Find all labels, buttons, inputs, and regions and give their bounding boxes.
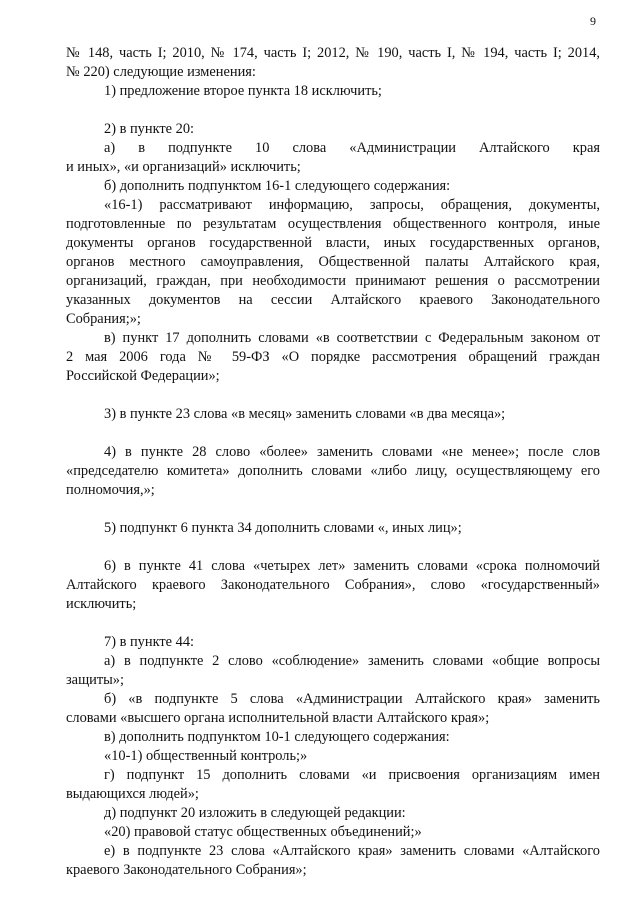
text-line: 4) в пункте 28 слово «более» заменить словами «не менее»; после слов [104, 444, 600, 460]
text-line: словами «высшего органа исполнительной власти Алтайского края»; [66, 710, 490, 726]
text-line: «20) правовой статус общественных объединений;» [104, 824, 422, 840]
text-line: е) в подпункте 23 слова «Алтайского края» заменить словами «Алтайского [104, 843, 600, 859]
text-line: 2) в пункте 20: [104, 121, 195, 137]
paragraph-gap [66, 614, 600, 633]
text-line: 7) в пункте 44: [104, 634, 195, 650]
text-line: выдающихся людей»; [66, 786, 199, 802]
page-number: 9 [590, 14, 596, 28]
text-line: защиты»; [66, 672, 125, 688]
text-line: «16-1) рассматривают информацию, запросы, обращения, документы, [104, 197, 600, 213]
text-line: Алтайского краевого Законодательного Собрания», слово «государственный» [66, 577, 600, 593]
text-line: органов местного самоуправления, Общественной палаты Алтайского края, [66, 254, 600, 270]
text-line: а) в подпункте 10 слова «Администрации Алтайского края [104, 140, 600, 156]
paragraph-gap [66, 386, 600, 405]
text-line: № 148, часть I; 2010, № 174, часть I; 2012, № 190, часть I, № 194, часть I; 2014, [66, 45, 600, 61]
text-line: Российской Федерации»; [66, 368, 220, 384]
text-line: в) дополнить подпунктом 10-1 следующего содержания: [104, 729, 450, 745]
text-line: 5) подпункт 6 пункта 34 дополнить словами «, иных лиц»; [104, 520, 462, 536]
text-line: Собрания;»; [66, 311, 141, 327]
text-line: № 220) следующие изменения: [66, 64, 256, 80]
text-line: документы органов государственной власти, иных государственных органов, [66, 235, 600, 251]
paragraph-gap [66, 101, 600, 120]
text-line: д) подпункт 20 изложить в следующей редакции: [104, 805, 406, 821]
text-line: «10-1) общественный контроль;» [104, 748, 308, 764]
text-line: исключить; [66, 596, 137, 612]
document-body [66, 44, 600, 880]
text-line: г) подпункт 15 дополнить словами «и присвоения организациям имен [104, 767, 600, 783]
text-line: полномочия,»; [66, 482, 155, 498]
text-line: в) пункт 17 дополнить словами «в соответствии с Федеральным законом от [104, 330, 600, 346]
text-line: б) «в подпункте 5 слова «Администрации Алтайского края» заменить [104, 691, 600, 707]
paragraph-gap [66, 500, 600, 519]
text-line: «председателю комитета» дополнить словами «либо лицу, осуществляющему его [66, 463, 600, 479]
text-line: а) в подпункте 2 слово «соблюдение» заменить словами «общие вопросы [104, 653, 600, 669]
text-line: б) дополнить подпунктом 16-1 следующего содержания: [104, 178, 451, 194]
text-line: подготовленные по результатам осуществления общественного контроля, иные [66, 216, 600, 232]
text-line: и иных», «и организаций» исключить; [66, 159, 301, 175]
paragraph-gap [66, 538, 600, 557]
text-line: 6) в пункте 41 слова «четырех лет» заменить словами «срока полномочий [104, 558, 600, 574]
paragraph-gap [66, 424, 600, 443]
text-line: 2 мая 2006 года № 59-ФЗ «О порядке рассмотрения обращений граждан [66, 349, 600, 365]
text-line: 1) предложение второе пункта 18 исключить; [104, 83, 382, 99]
text-line: указанных документов на сессии Алтайского краевого Законодательного [66, 292, 600, 308]
text-line: краевого Законодательного Собрания»; [66, 862, 307, 878]
text-line: организаций, граждан, при необходимости принимают решения о рассмотрении [66, 273, 600, 289]
text-line: 3) в пункте 23 слова «в месяц» заменить словами «в два месяца»; [104, 406, 506, 422]
